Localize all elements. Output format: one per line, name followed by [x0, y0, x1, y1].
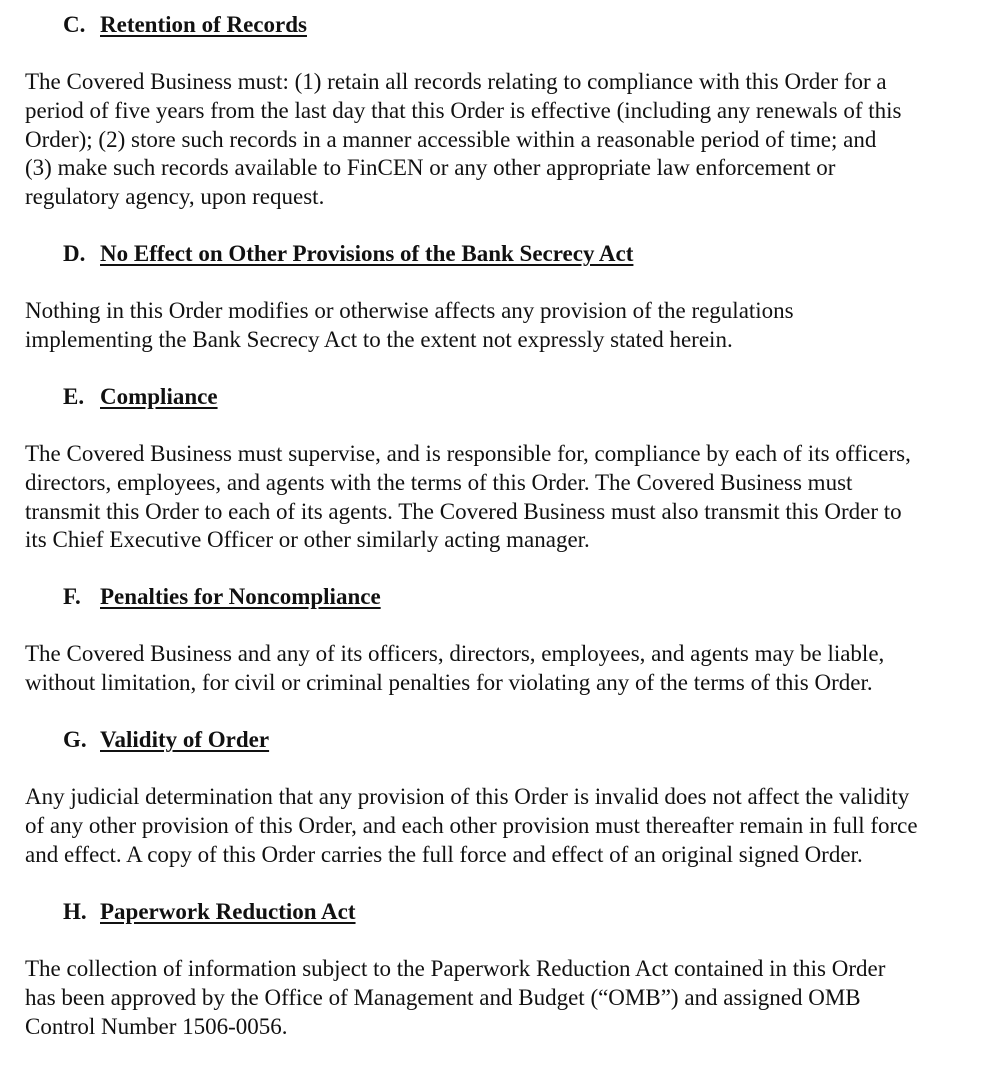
section-compliance [25, 383, 997, 555]
body-line: directors, employees, and agents with the terms of this Order. The Covered Business must [25, 469, 853, 495]
body-line: Control Number 1506-0056. [25, 1013, 288, 1039]
section-heading [25, 11, 997, 39]
section-paperwork-reduction-act [25, 898, 997, 1041]
section-body [25, 440, 997, 555]
body-line: implementing the Bank Secrecy Act to the extent not expressly stated herein. [25, 326, 733, 352]
body-line: its Chief Executive Officer or other similarly acting manager. [25, 527, 590, 553]
section-penalties-for-noncompliance [25, 583, 997, 698]
body-line: Nothing in this Order modifies or otherwise affects any provision of the regulations [25, 298, 794, 323]
body-line: Any judicial determination that any provision of this Order is invalid does not affect the validity [25, 784, 910, 809]
section-letter: E. [63, 384, 85, 409]
section-letter: C. [63, 12, 86, 37]
section-title: No Effect on Other Provisions of the Bank Secrecy Act [100, 241, 634, 266]
section-title: Retention of Records [100, 12, 307, 37]
section-title: Paperwork Reduction Act [100, 899, 356, 924]
body-line: regulatory agency, upon request. [25, 184, 325, 210]
body-line: The Covered Business must: (1) retain all records relating to compliance with this Order for a [25, 69, 887, 94]
body-line: transmit this Order to each of its agents. The Covered Business must also transmit this Order to [25, 498, 902, 524]
section-validity-of-order [25, 726, 997, 869]
section-letter: D. [63, 241, 86, 266]
section-heading [25, 583, 997, 611]
section-no-effect-on-other-provisions [25, 240, 997, 355]
section-letter: H. [63, 899, 87, 924]
body-line: The collection of information subject to the Paperwork Reduction Act contained in this Order [25, 956, 886, 981]
section-body [25, 640, 997, 698]
section-retention-of-records [25, 11, 997, 212]
section-heading [25, 898, 997, 926]
section-body [25, 297, 997, 355]
body-line: without limitation, for civil or criminal penalties for violating any of the terms of this Order. [25, 669, 873, 695]
section-body [25, 783, 997, 869]
section-heading [25, 726, 997, 754]
body-line: of any other provision of this Order, and each other provision must thereafter remain in full force [25, 812, 918, 838]
section-heading [25, 240, 997, 268]
section-letter: G. [63, 727, 87, 752]
body-line: has been approved by the Office of Management and Budget (“OMB”) and assigned OMB [25, 984, 861, 1010]
section-letter: F. [63, 584, 81, 609]
section-title: Compliance [100, 384, 218, 409]
section-body [25, 68, 997, 212]
section-title: Validity of Order [100, 727, 270, 752]
section-title: Penalties for Noncompliance [100, 584, 381, 609]
body-line: and effect. A copy of this Order carries the full force and effect of an original signed Order. [25, 841, 863, 867]
body-line: Order); (2) store such records in a manner accessible within a reasonable period of time; and [25, 126, 877, 152]
body-line: The Covered Business and any of its officers, directors, employees, and agents may be liable, [25, 641, 885, 666]
body-line: The Covered Business must supervise, and is responsible for, compliance by each of its officers, [25, 441, 911, 466]
section-heading [25, 383, 997, 411]
body-line: period of five years from the last day that this Order is effective (including any renewals of this [25, 97, 902, 123]
section-body [25, 955, 997, 1041]
body-line: (3) make such records available to FinCEN or any other appropriate law enforcement or [25, 155, 836, 181]
